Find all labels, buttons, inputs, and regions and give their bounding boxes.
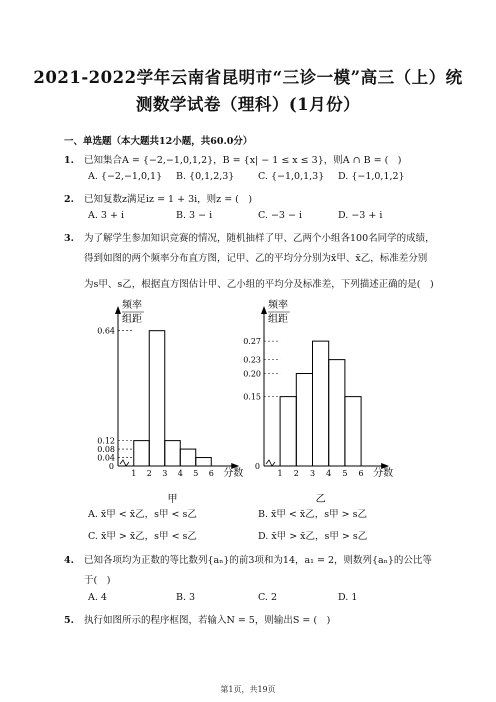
histogram-bar xyxy=(296,374,312,467)
question-number: 4. xyxy=(64,555,74,566)
y-tick-label: 0.15 xyxy=(243,392,261,402)
histogram-bar xyxy=(134,441,150,466)
question-2 xyxy=(64,191,252,205)
q2-option-c: C. −3 − i xyxy=(258,210,303,221)
histogram-bar xyxy=(280,397,296,466)
q1-option-c: C. {−1,0,1,3} xyxy=(258,171,325,182)
histogram-jia xyxy=(97,298,243,505)
question-number: 2. xyxy=(64,194,74,205)
question-5 xyxy=(64,612,330,626)
question-text-line1: 为了解学生参加知识竞赛的情况，随机抽样了甲、乙两个小组各100名同学的成绩， xyxy=(84,233,435,244)
histogram-bar xyxy=(165,441,181,466)
q1-option-d: D. {−1,0,1,2} xyxy=(338,171,405,182)
question-3-line3: 为s甲、s乙，根据直方图估计甲、乙小组的平均分及标准差，下列描述正确的是( ) xyxy=(84,279,434,290)
question-text: 执行如图所示的程序框图，若输入N = 5，则输出S = ( ) xyxy=(84,615,331,626)
origin-label: 0 xyxy=(108,462,114,471)
x-tick-label: 2 xyxy=(146,469,152,478)
histogram-bar xyxy=(329,360,345,466)
question-number: 3. xyxy=(64,233,74,244)
axis-break xyxy=(266,460,275,466)
y-tick-label: 0.04 xyxy=(97,453,115,463)
y-tick-label: 0.12 xyxy=(97,436,115,446)
histogram-bar xyxy=(149,331,165,466)
question-1 xyxy=(64,152,402,166)
question-text-line1: 已知各项均为正数的等比数列{aₙ}的前3项和为14，a₁ = 2，则数列{aₙ}的公比等 xyxy=(84,555,432,566)
q3-option-c: C. x̄甲 > x̄乙，s甲 < s乙 xyxy=(88,531,197,542)
y-tick-label: 0.27 xyxy=(243,337,261,347)
x-tick-label: 4 xyxy=(177,469,183,478)
paper-title-line2: 测数学试卷（理科）(1月份） xyxy=(135,95,361,114)
q4-option-b: B. 3 xyxy=(176,592,196,603)
histogram-bar xyxy=(196,458,212,466)
histogram-yi xyxy=(243,298,393,505)
axis-break xyxy=(120,460,129,466)
x-axis-label: 分数 xyxy=(373,468,394,479)
q4-option-c: C. 2 xyxy=(258,592,278,603)
x-tick-label: 4 xyxy=(326,469,332,478)
q2-option-b: B. 3 − i xyxy=(176,210,213,221)
y-tick-label: 0.20 xyxy=(243,369,261,379)
question-text: 已知集合A = {−2,−1,0,1,2}，B = {x| − 1 ≤ x ≤ 3}，则A ∩ B = ( ) xyxy=(84,155,402,166)
histogram-figures xyxy=(0,298,496,508)
y-axis-arrow xyxy=(261,306,267,314)
y-axis-label-2: 组距 xyxy=(268,314,288,325)
q1-option-b: B. {0,1,2,3} xyxy=(176,171,235,182)
question-number: 5. xyxy=(64,615,74,626)
chart-caption: 乙 xyxy=(315,494,326,505)
q3-option-a: A. x̄甲 < x̄乙，s甲 < s乙 xyxy=(88,509,197,520)
x-tick-label: 1 xyxy=(131,469,137,478)
question-text: 已知复数z满足iz = 1 + 3i，则z = ( ) xyxy=(84,194,253,205)
histogram-bar xyxy=(345,397,361,466)
question-3 xyxy=(64,230,435,244)
histogram-bar xyxy=(313,341,329,466)
q2-option-d: D. −3 + i xyxy=(338,210,383,221)
q1-option-a: A. {−2,−1,0,1} xyxy=(88,171,163,182)
question-3-line2: 得到如图的两个频率分布直方图，记甲、乙的平均分分别为x̄甲、x̄乙，标准差分别 xyxy=(84,253,428,264)
x-tick-label: 6 xyxy=(358,469,364,478)
q3-option-b: B. x̄甲 < x̄乙，s甲 > s乙 xyxy=(258,509,367,520)
origin-label: 0 xyxy=(254,462,260,471)
question-number: 1. xyxy=(64,155,74,166)
page-footer: 第1页，共19页 xyxy=(220,685,276,694)
paper-title-line1: 2021-2022学年云南省昆明市“三诊一模”高三（上）统 xyxy=(33,68,463,87)
x-axis-label: 分数 xyxy=(223,468,244,479)
y-tick-label: 0.23 xyxy=(243,355,261,365)
y-tick-label: 0.64 xyxy=(97,326,115,336)
x-tick-label: 2 xyxy=(293,469,299,478)
x-tick-label: 3 xyxy=(162,469,168,478)
q3-option-d: D. x̄甲 > x̄乙，s甲 > s乙 xyxy=(258,531,368,542)
q4-option-a: A. 4 xyxy=(88,592,107,603)
question-4-line2: 于( ) xyxy=(84,575,111,586)
section-heading: 一、单选题（本大题共12小题，共60.0分） xyxy=(64,136,253,147)
q2-option-a: A. 3 + i xyxy=(88,210,124,221)
x-tick-label: 3 xyxy=(309,469,316,478)
q4-option-d: D. 1 xyxy=(338,592,358,603)
question-4 xyxy=(64,552,432,566)
y-axis-label: 频率 xyxy=(122,300,142,311)
chart-caption: 甲 xyxy=(167,494,178,505)
x-tick-label: 5 xyxy=(193,469,199,478)
y-axis-label: 频率 xyxy=(268,300,288,311)
x-tick-label: 5 xyxy=(342,469,348,478)
y-axis-label-2: 组距 xyxy=(122,314,142,325)
y-tick-label: 0.08 xyxy=(97,445,115,455)
y-axis-arrow xyxy=(115,306,121,314)
x-tick-label: 1 xyxy=(277,469,283,478)
x-tick-label: 6 xyxy=(208,469,214,478)
histogram-bar xyxy=(180,449,196,466)
